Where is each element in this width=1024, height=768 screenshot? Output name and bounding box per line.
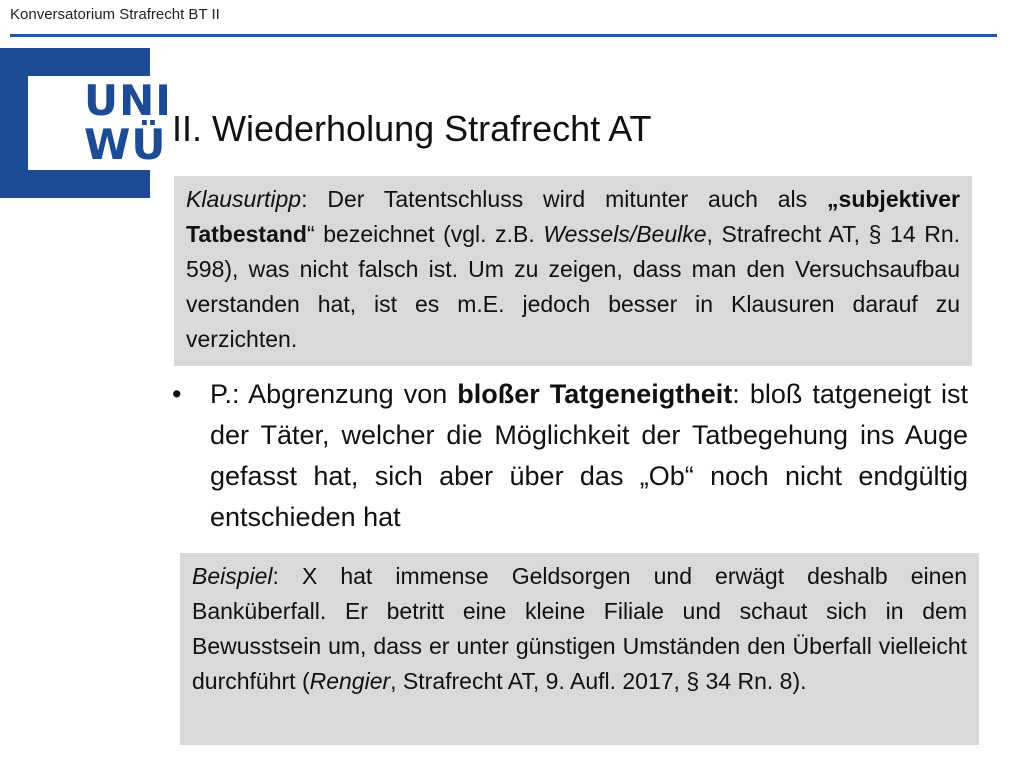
example-author: Rengier <box>309 668 391 694</box>
bullet-symbol: • <box>172 379 182 409</box>
example-text-1: : X hat immense Geldsorgen und erwägt deshalb einen Banküberfall. Er betritt eine kleine Filiale und schaut sich in dem Bewusstsein um, dass er unter günstigen Umständen den Überfall vielleicht durchführt ( <box>192 563 967 694</box>
example-label: Beispiel <box>192 563 273 589</box>
bullet-text-1: P.: Abgrenzung von <box>210 379 458 409</box>
bullet-bold-term: bloßer Tatgeneigtheit <box>457 379 733 409</box>
header-divider <box>10 34 997 37</box>
logo-text-line1: UNI <box>84 76 172 125</box>
exam-tip-text-2: “ bezeichnet (vgl. z.B. <box>306 221 544 247</box>
exam-tip-text-1: : Der Tatentschluss wird mitunter auch als <box>301 186 828 212</box>
exam-tip-bold-term: „subjektiver Tatbestand <box>186 186 960 247</box>
exam-tip-text-3: , Strafrecht AT, § 14 Rn. 598), was nicht falsch ist. Um zu zeigen, dass man den Versuchsaufbau verstanden hat, ist es m.E. jedoch besser in Klausuren darauf zu verzichten. <box>186 221 960 352</box>
bullet-text <box>210 374 968 538</box>
exam-tip-author: Wessels/Beulke <box>543 221 707 247</box>
course-title: Konversatorium Strafrecht BT II <box>10 6 220 23</box>
example-box <box>180 553 979 745</box>
example-text-2: , Strafrecht AT, 9. Aufl. 2017, § 34 Rn. 8). <box>390 668 807 694</box>
exam-tip-label: Klausurtipp <box>186 186 302 212</box>
logo-text-line2: WÜ <box>84 120 167 169</box>
bullet-point <box>172 374 968 538</box>
exam-tip-box <box>174 176 972 366</box>
slide-title: II. Wiederholung Strafrecht AT <box>172 108 652 149</box>
bullet-text-2: : bloß tatgeneigt ist der Täter, welcher die Möglichkeit der Tatbegehung ins Auge gefasst hat, sich aber über das „Ob“ noch nicht endgültig entschieden hat <box>210 379 968 532</box>
